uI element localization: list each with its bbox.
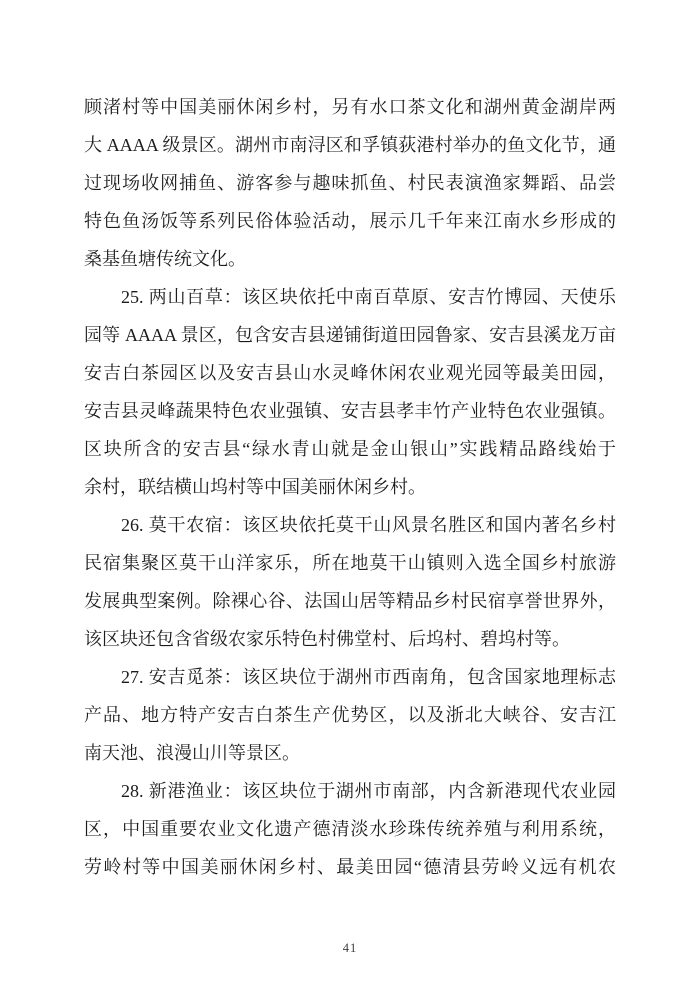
text-line: 26. 莫干农宿：该区块依托莫干山风景名胜区和国内著名乡村 bbox=[121, 515, 616, 535]
text-line: 顾渚村等中国美丽休闲乡村，另有水口茶文化和湖州黄金湖岸两 bbox=[84, 97, 616, 117]
text-line: 发展典型案例。除裸心谷、法国山居等精品乡村民宿享誉世界外， bbox=[84, 591, 616, 611]
text-line: 27. 安吉觅茶：该区块位于湖州市西南角，包含国家地理标志 bbox=[121, 667, 616, 687]
text-line: 25. 两山百草：该区块依托中南百草原、安吉竹博园、天使乐 bbox=[121, 287, 616, 307]
paragraph-item-26 bbox=[84, 506, 616, 658]
text-line: 桑基鱼塘传统文化。 bbox=[84, 249, 246, 269]
text-line: 区块所含的安吉县“绿水青山就是金山银山”实践精品路线始于 bbox=[84, 439, 616, 459]
text-line: 南天池、浪漫山川等景区。 bbox=[84, 743, 300, 763]
paragraph-item-27 bbox=[84, 658, 616, 772]
text-line: 民宿集聚区莫干山洋家乐，所在地莫干山镇则入选全国乡村旅游 bbox=[84, 553, 616, 573]
text-line: 区，中国重要农业文化遗产德清淡水珍珠传统养殖与利用系统， bbox=[84, 819, 616, 839]
text-line: 该区块还包含省级农家乐特色村佛堂村、后坞村、碧坞村等。 bbox=[84, 629, 570, 649]
text-line: 大 AAAA 级景区。湖州市南浔区和孚镇荻港村举办的鱼文化节，通 bbox=[84, 135, 616, 155]
text-line: 产品、地方特产安吉白茶生产优势区，以及浙北大峡谷、安吉江 bbox=[84, 705, 616, 725]
text-line: 特色鱼汤饭等系列民俗体验活动，展示几千年来江南水乡形成的 bbox=[84, 211, 616, 231]
text-line: 余村，联结横山坞村等中国美丽休闲乡村。 bbox=[84, 477, 426, 497]
text-line: 劳岭村等中国美丽休闲乡村、最美田园“德清县劳岭义远有机农 bbox=[84, 857, 616, 877]
paragraph-item-25 bbox=[84, 278, 616, 506]
paragraph-continued-fish-culture bbox=[84, 88, 616, 278]
text-line: 安吉白茶园区以及安吉县山水灵峰休闲农业观光园等最美田园， bbox=[84, 363, 616, 383]
page-number: 41 bbox=[342, 941, 358, 955]
paragraph-item-28 bbox=[84, 772, 616, 886]
text-line: 过现场收网捕鱼、游客参与趣味抓鱼、村民表演渔家舞蹈、品尝 bbox=[84, 173, 616, 193]
text-line: 安吉县灵峰蔬果特色农业强镇、安吉县孝丰竹产业特色农业强镇。 bbox=[84, 401, 616, 421]
text-line: 28. 新港渔业：该区块位于湖州市南部，内含新港现代农业园 bbox=[121, 781, 616, 801]
text-line: 园等 AAAA 景区，包含安吉县递铺街道田园鲁家、安吉县溪龙万亩 bbox=[84, 325, 616, 345]
document-text-block bbox=[84, 88, 616, 886]
